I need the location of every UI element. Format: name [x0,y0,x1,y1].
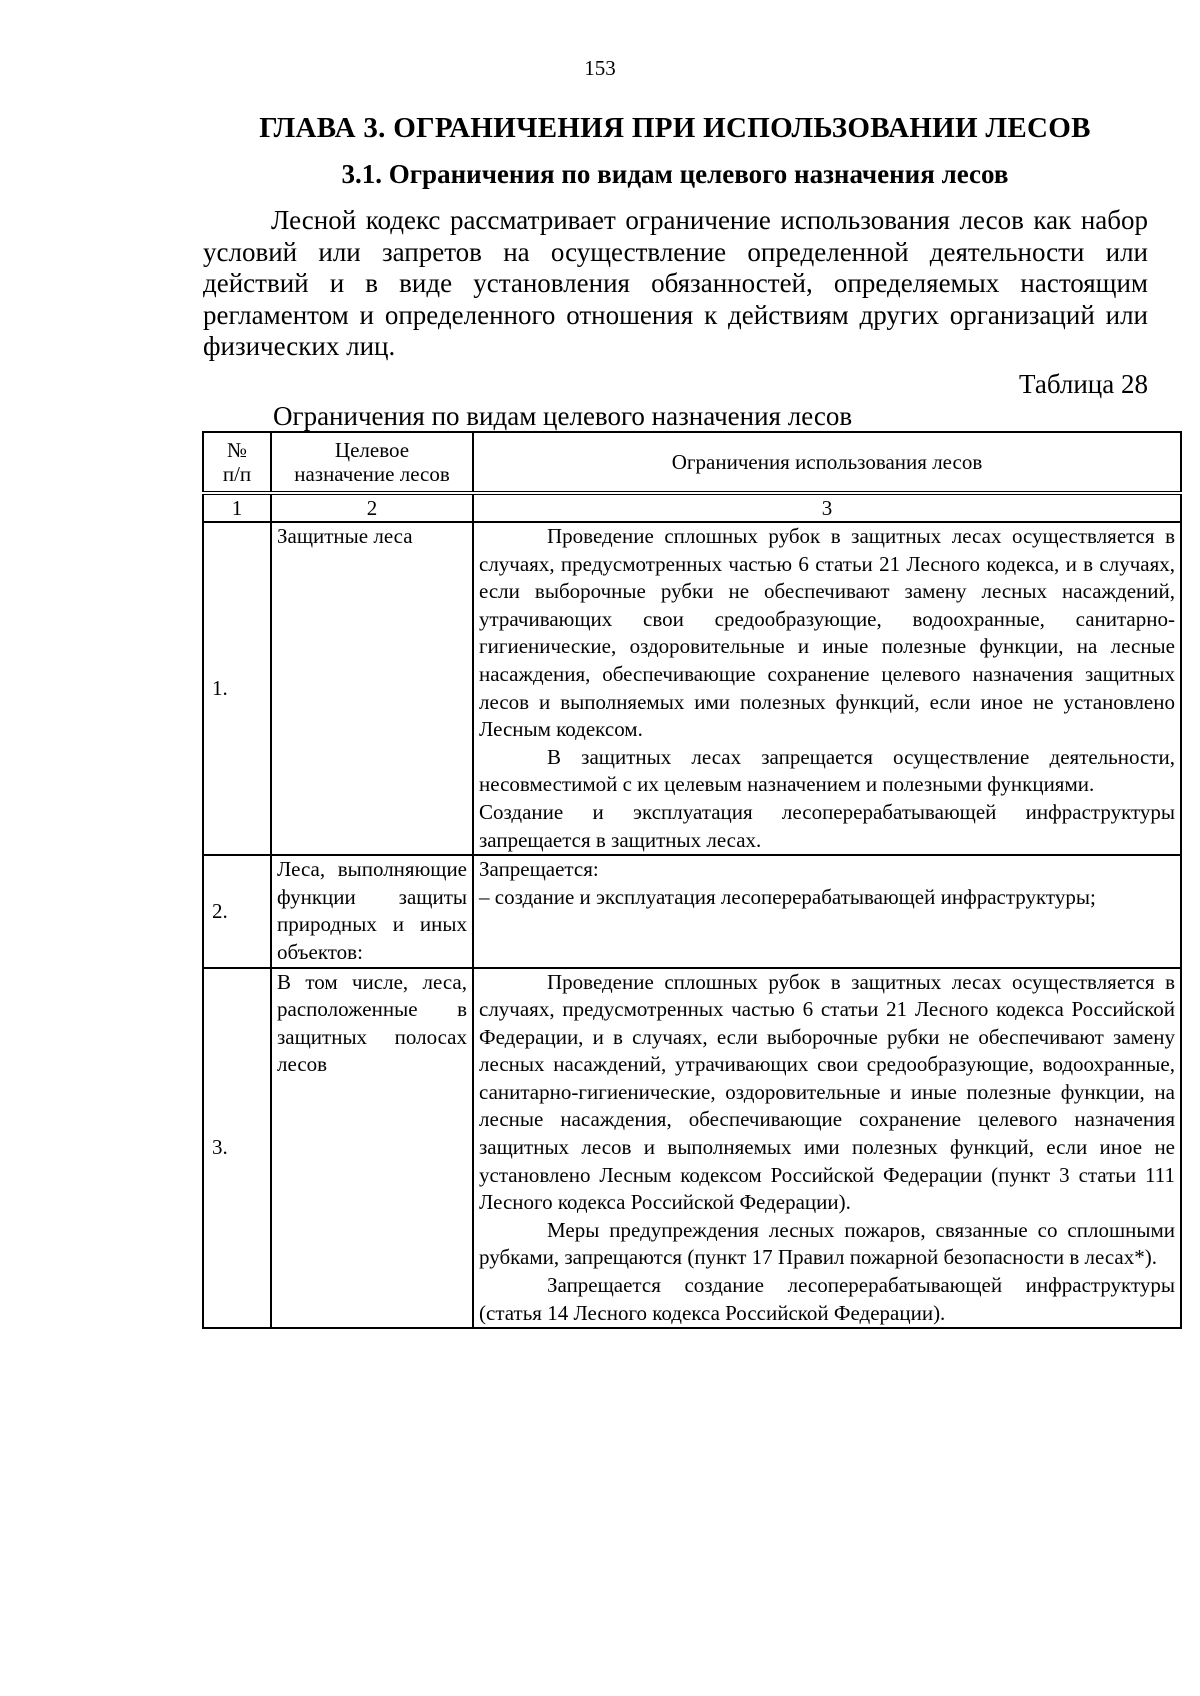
restriction-paragraph: Запрещается: [479,857,599,882]
row-purpose: В том числе, леса, расположенные в защитных полосах лесов [271,968,473,1329]
header-restrictions: Ограничения использования лесов [473,432,1181,493]
section-title: 3.1. Ограничения по видам целевого назначения лесов [341,159,1009,189]
row-restrictions [473,522,1181,855]
column-index-3: 3 [473,493,1181,522]
restriction-paragraph: Проведение сплошных рубок в защитных лесах осуществляется в случаях, предусмотренных частью 6 статьи 21 Лесного кодекса, и в случаях, если выборочные рубки не обеспечивают замену лесных насаждений, утрачивающих свои средообразующие, водоохранные, санитарно-гигиенические, оздоровительные и иные полезные функции, на лесные насаждения, обеспечивающие сохранение целевого назначения защитных лесов и выполняемых ими полезных функций, если иное не установлено Лесным кодексом. [479,524,1175,742]
restriction-paragraph: Меры предупреждения лесных пожаров, связанные со сплошными рубками, запрещаются (пункт 17 Правил пожарной безопасности в лесах*). [479,1217,1175,1270]
table-row [203,855,1181,967]
column-index-row [203,493,1181,522]
table-number: Таблица 28 [1019,369,1148,399]
row-number: 2. [203,855,271,967]
table-caption: Ограничения по видам целевого назначения лесов [273,401,853,431]
header-purpose-line1: Целевое [334,438,410,462]
row-restrictions [473,968,1181,1329]
restriction-paragraph: – создание и эксплуатация лесоперерабатывающей инфраструктуры; [479,884,1096,909]
row-restrictions [473,855,1181,967]
restrictions-table [202,431,1182,1329]
chapter-title: ГЛАВА 3. ОГРАНИЧЕНИЯ ПРИ ИСПОЛЬЗОВАНИИ ЛЕСОВ [259,112,1091,144]
restriction-paragraph: Создание и эксплуатация лесоперерабатывающей инфраструктуры запрещается в защитных лесах. [479,799,1175,852]
header-purpose-line2: назначение лесов [294,462,450,486]
header-purpose [271,432,473,493]
header-num [203,432,271,493]
row-number: 3. [203,968,271,1329]
row-purpose: Защитные леса [271,522,473,855]
table-row [203,522,1181,855]
header-num-line1: № [226,438,248,462]
restriction-paragraph: Запрещается создание лесоперерабатывающей инфраструктуры (статья 14 Лесного кодекса Российской Федерации). [479,1273,1175,1325]
restriction-paragraph: В защитных лесах запрещается осуществление деятельности, несовместимой с их целевым назначением и полезными функциями. [479,744,1175,797]
restriction-paragraph: Проведение сплошных рубок в защитных лесах осуществляется в случаях, предусмотренных частью 6 статьи 21 Лесного кодекса Российской Федерации, и в случаях, если выборочные рубки не обеспечивают замену лесных насаждений, утрачивающих свои средообразующие, водоохранные, санитарно-гигиенические, оздоровительные и иные полезные функции, на лесные насаждения, обеспечивающие сохранение целевого назначения защитных лесов и выполняемых ими полезных функций, если иное не установлено Лесным кодексом Российской Федерации (пункт 3 статьи 111 Лесного кодекса Российской Федерации). [479,969,1175,1215]
column-index-2: 2 [271,493,473,522]
intro-paragraph: Лесной кодекс рассматривает ограничение использования лесов как набор условий или запретов на осуществление определенной деятельности или действий и в виде установления обязанностей, определяемых настоящим регламентом и определенного отношения к действиям других организаций или физических лиц. [203,205,1148,361]
table-row [203,968,1181,1329]
page-number: 153 [584,56,616,80]
header-num-line2: п/п [222,462,252,486]
row-purpose: Леса, выполняющие функции защиты природных и иных объектов: [271,855,473,967]
table-header-row [203,432,1181,493]
row-number: 1. [203,522,271,855]
column-index-1: 1 [203,493,271,522]
